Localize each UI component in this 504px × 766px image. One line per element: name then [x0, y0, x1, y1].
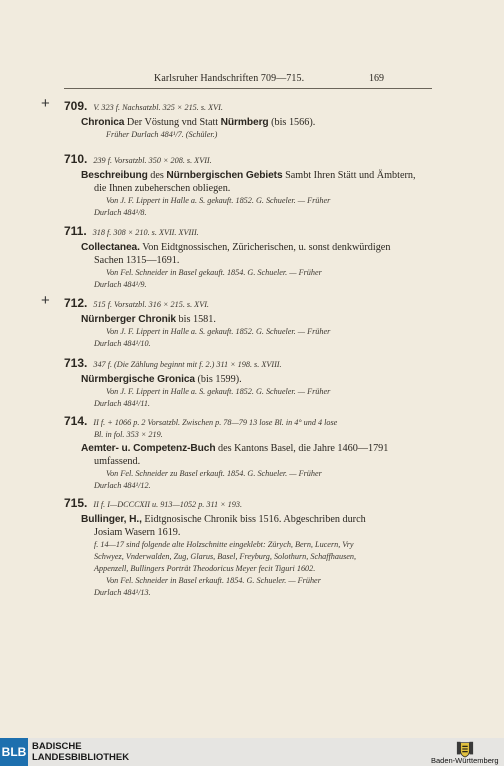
blb-name-line1: BADISCHE [32, 741, 82, 752]
entry-number: 713. [64, 356, 88, 370]
entry-provenance: Von Fel. Schneider zu Basel erkauft. 1854. G. Schueler. — Früher [106, 469, 322, 478]
entry-text: (bis 1599). [194, 374, 242, 385]
page-number: 169 [369, 73, 384, 84]
entry-meta: II f. + 1066 p. 2 Vorsatzbl. Zwischen p. 78—79 13 lose Bl. in 4° und 4 lose [93, 418, 338, 427]
entry-provenance: Von J. F. Lippert in Halle a. S. gekauft. 1852. G. Schueler. — Früher [106, 196, 331, 205]
entry-heading: Aemter- u. Competenz-Buch [81, 443, 216, 454]
entry-title-line [64, 169, 454, 182]
entry-provenance: Früher Durlach 484¹/7. (Schüler.) [106, 130, 218, 139]
entry-provenance-cont: Durlach 484¹/8. [94, 208, 147, 217]
entry-number: 709. [64, 99, 88, 113]
entry-continuation: Sachen 1315—1691. [94, 255, 180, 266]
entry-note: Appenzell, Bullingers Porträt Theodoricus Meyer fecit Tiguri 1602. [94, 564, 316, 573]
entry-note: f. 14—17 sind folgende alte Holzschnitte eingeklebt: Zürych, Bern, Lucern, Vry [94, 540, 354, 549]
entry-meta: 239 f. Vorsatzbl. 350 × 208. s. XVII. [93, 156, 212, 165]
entry-number: 710. [64, 152, 88, 166]
entry-text: Von Eidtgnossischen, Züricherischen, u. sonst denkwürdigen [139, 242, 391, 253]
entry-note: Schwyez, Vnderwalden, Zug, Glarus, Basel, Freyburg, Solothurn, Schaffhausen, [94, 552, 357, 561]
running-head-title: Karlsruher Handschriften 709—715. [154, 73, 305, 84]
entry-provenance: Von Fel. Schneider in Basel gekauft. 1854. G. Schueler. — Früher [106, 268, 322, 277]
entry-meta: 318 f. 308 × 210. s. XVII. XVIII. [92, 228, 199, 237]
entry-heading: Bullinger, H., [81, 514, 142, 525]
entry-provenance: Von J. F. Lippert in Halle a. S. gekauft. 1852. G. Schueler. — Früher [106, 327, 331, 336]
entry-heading-2: Nürnbergischen Gebiets [166, 170, 283, 181]
entry-text: des Kantons Basel, die Jahre 1460—1791 [215, 443, 389, 454]
entry-number: 714. [64, 414, 88, 428]
entry-text-2: (bis 1566). [268, 117, 316, 128]
plus-marker: + [41, 95, 50, 112]
entry-713 [64, 354, 454, 410]
entry-number: 712. [64, 296, 88, 310]
entry-title-line [64, 513, 454, 526]
entry-provenance-cont: Durlach 484¹/12. [94, 481, 151, 490]
entry-title-line [64, 116, 454, 129]
entry-continuation: Josiam Wasern 1619. [94, 527, 181, 538]
entry-text: Der Vöstung vnd Statt [124, 117, 221, 128]
entry-heading: Chronica [81, 117, 125, 128]
entry-meta: II f. I—DCCCXII u. 913—1052 p. 311 × 193. [93, 500, 243, 509]
plus-marker: + [41, 292, 50, 309]
entry-text: bis 1581. [176, 314, 216, 325]
entry-provenance-cont: Durlach 484¹/13. [94, 588, 151, 597]
entry-provenance-cont: Durlach 484¹/9. [94, 280, 147, 289]
entry-heading: Beschreibung [81, 170, 148, 181]
entry-714 [64, 412, 454, 492]
header-rule [64, 88, 432, 89]
entry-heading-2: Nürmberg [220, 117, 269, 128]
blb-name-line2: LANDESBIBLIOTHEK [32, 752, 130, 763]
entry-709 [41, 95, 454, 141]
entry-provenance-cont: Durlach 484¹/10. [94, 339, 151, 348]
entry-provenance: Von J. F. Lippert in Halle a. S. gekauft. 1852. G. Schueler. — Früher [106, 387, 331, 396]
entry-number: 715. [64, 496, 88, 510]
entry-meta: 515 f. Vorsatzbl. 316 × 215. s. XVI. [93, 300, 209, 309]
entry-text: des [147, 170, 167, 181]
entry-710 [64, 150, 454, 219]
entry-711 [64, 222, 454, 291]
entry-heading: Collectanea. [81, 242, 140, 253]
entry-heading: Nürmbergische Gronica [81, 374, 195, 385]
entry-text-2: Sambt Ihren Stätt und Ämbtern, [282, 170, 416, 181]
blb-logo[interactable]: BLB [0, 738, 28, 766]
entry-title-line [64, 313, 454, 326]
blb-name [32, 741, 129, 763]
entry-number: 711. [64, 224, 87, 238]
entry-712 [41, 292, 454, 350]
entry-title-line [64, 241, 454, 254]
entry-text: Eidtgnosische Chronik biss 1516. Abgeschriben durch [141, 514, 366, 525]
entry-continuation: die Ihnen zubeherschen obliegen. [94, 183, 231, 194]
entry-meta: 347 f. (Die Zählung beginnt mit f. 2.) 311 × 198. s. XVIII. [93, 360, 282, 369]
bw-text: Baden-Württemberg [431, 756, 499, 765]
entry-meta-cont: Bl. in fol. 353 × 219. [94, 430, 163, 439]
entry-heading: Nürnberger Chronik [81, 314, 176, 325]
entry-715 [64, 494, 454, 599]
entry-title-line [64, 442, 454, 455]
entry-continuation: umfassend. [94, 456, 141, 467]
entry-provenance-cont: Durlach 484¹/11. [94, 399, 150, 408]
entry-title-line [64, 373, 454, 386]
entry-provenance: Von Fel. Schneider in Basel erkauft. 1854. G. Schueler. — Früher [106, 576, 321, 585]
entry-meta: V. 323 f. Nachsatzbl. 325 × 215. s. XVI. [93, 103, 223, 112]
